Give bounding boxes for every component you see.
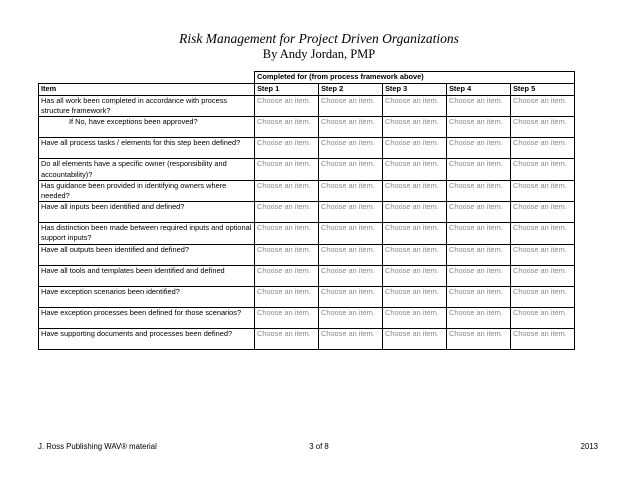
step-3-choice-dropdown[interactable]: Choose an item. (383, 138, 447, 159)
step-2-choice-dropdown[interactable]: Choose an item. (319, 180, 383, 201)
step-4-choice-dropdown[interactable]: Choose an item. (447, 265, 511, 286)
step-5-choice-dropdown[interactable]: Choose an item. (511, 244, 575, 265)
table-row (39, 307, 575, 328)
step-5-choice-dropdown[interactable]: Choose an item. (511, 96, 575, 117)
step-3-choice-dropdown[interactable]: Choose an item. (383, 117, 447, 138)
step-4-choice-dropdown[interactable]: Choose an item. (447, 96, 511, 117)
step-2-choice-dropdown[interactable]: Choose an item. (319, 307, 383, 328)
step-3-choice-dropdown[interactable]: Choose an item. (383, 96, 447, 117)
step-1-choice-dropdown[interactable]: Choose an item. (255, 223, 319, 244)
step-1-choice-dropdown[interactable]: Choose an item. (255, 117, 319, 138)
step-2-choice-dropdown[interactable]: Choose an item. (319, 286, 383, 307)
step-4-header: Step 4 (447, 84, 511, 96)
footer-publisher: J. Ross Publishing WAV® material (38, 442, 157, 451)
step-2-choice-dropdown[interactable]: Choose an item. (319, 223, 383, 244)
step-4-choice-dropdown[interactable]: Choose an item. (447, 180, 511, 201)
item-question: Have all process tasks / elements for this step been defined? (39, 138, 255, 159)
step-3-choice-dropdown[interactable]: Choose an item. (383, 202, 447, 223)
step-3-choice-dropdown[interactable]: Choose an item. (383, 286, 447, 307)
step-5-choice-dropdown[interactable]: Choose an item. (511, 307, 575, 328)
table-row (39, 328, 575, 349)
item-question: Do all elements have a specific owner (responsibility and accountability)? (39, 159, 255, 180)
step-2-choice-dropdown[interactable]: Choose an item. (319, 96, 383, 117)
step-5-choice-dropdown[interactable]: Choose an item. (511, 328, 575, 349)
item-question: Have exception scenarios been identified? (39, 286, 255, 307)
item-question: Have all inputs been identified and defined? (39, 202, 255, 223)
table-row (39, 159, 575, 180)
step-1-choice-dropdown[interactable]: Choose an item. (255, 328, 319, 349)
item-question: Have exception processes been defined for those scenarios? (39, 307, 255, 328)
footer-page-number: 3 of 8 (309, 442, 329, 451)
item-question: Has distinction been made between required inputs and optional support inputs? (39, 223, 255, 244)
step-1-choice-dropdown[interactable]: Choose an item. (255, 265, 319, 286)
table-row (39, 138, 575, 159)
table-row (39, 244, 575, 265)
step-4-choice-dropdown[interactable]: Choose an item. (447, 328, 511, 349)
step-4-choice-dropdown[interactable]: Choose an item. (447, 307, 511, 328)
step-4-choice-dropdown[interactable]: Choose an item. (447, 202, 511, 223)
step-1-choice-dropdown[interactable]: Choose an item. (255, 202, 319, 223)
step-3-choice-dropdown[interactable]: Choose an item. (383, 265, 447, 286)
footer-year: 2013 (580, 442, 598, 451)
table-body (39, 96, 575, 350)
step-3-choice-dropdown[interactable]: Choose an item. (383, 223, 447, 244)
step-5-choice-dropdown[interactable]: Choose an item. (511, 223, 575, 244)
item-question: Have all outputs been identified and defined? (39, 244, 255, 265)
item-column-header: Item (39, 84, 255, 96)
checklist-table (38, 71, 575, 350)
step-3-choice-dropdown[interactable]: Choose an item. (383, 244, 447, 265)
step-4-choice-dropdown[interactable]: Choose an item. (447, 286, 511, 307)
step-5-choice-dropdown[interactable]: Choose an item. (511, 202, 575, 223)
document-author: By Andy Jordan, PMP (262, 47, 376, 61)
step-2-choice-dropdown[interactable]: Choose an item. (319, 265, 383, 286)
step-5-choice-dropdown[interactable]: Choose an item. (511, 265, 575, 286)
step-5-choice-dropdown[interactable]: Choose an item. (511, 159, 575, 180)
table-row (39, 96, 575, 117)
table-row (39, 265, 575, 286)
step-2-choice-dropdown[interactable]: Choose an item. (319, 117, 383, 138)
item-question: Has all work been completed in accordance with process structure framework? (39, 96, 255, 117)
step-1-choice-dropdown[interactable]: Choose an item. (255, 138, 319, 159)
step-1-header: Step 1 (255, 84, 319, 96)
step-1-choice-dropdown[interactable]: Choose an item. (255, 159, 319, 180)
step-2-header: Step 2 (319, 84, 383, 96)
step-1-choice-dropdown[interactable]: Choose an item. (255, 180, 319, 201)
table-row (39, 117, 575, 138)
step-3-choice-dropdown[interactable]: Choose an item. (383, 159, 447, 180)
item-question: If No, have exceptions been approved? (39, 117, 255, 138)
step-2-choice-dropdown[interactable]: Choose an item. (319, 244, 383, 265)
document-title: Risk Management for Project Driven Organizations (179, 31, 459, 46)
step-1-choice-dropdown[interactable]: Choose an item. (255, 244, 319, 265)
step-3-choice-dropdown[interactable]: Choose an item. (383, 307, 447, 328)
step-5-choice-dropdown[interactable]: Choose an item. (511, 138, 575, 159)
step-1-choice-dropdown[interactable]: Choose an item. (255, 286, 319, 307)
step-2-choice-dropdown[interactable]: Choose an item. (319, 328, 383, 349)
step-1-choice-dropdown[interactable]: Choose an item. (255, 307, 319, 328)
step-5-choice-dropdown[interactable]: Choose an item. (511, 117, 575, 138)
table-row (39, 286, 575, 307)
table-row (39, 202, 575, 223)
step-2-choice-dropdown[interactable]: Choose an item. (319, 159, 383, 180)
table-row (39, 223, 575, 244)
step-4-choice-dropdown[interactable]: Choose an item. (447, 138, 511, 159)
table-row (39, 180, 575, 201)
step-4-choice-dropdown[interactable]: Choose an item. (447, 159, 511, 180)
step-3-choice-dropdown[interactable]: Choose an item. (383, 180, 447, 201)
step-1-choice-dropdown[interactable]: Choose an item. (255, 96, 319, 117)
step-5-header: Step 5 (511, 84, 575, 96)
group-header: Completed for (from process framework above) (255, 72, 575, 84)
header-spacer (39, 72, 255, 84)
step-4-choice-dropdown[interactable]: Choose an item. (447, 244, 511, 265)
step-3-choice-dropdown[interactable]: Choose an item. (383, 328, 447, 349)
step-4-choice-dropdown[interactable]: Choose an item. (447, 117, 511, 138)
item-question: Have all tools and templates been identified and defined (39, 265, 255, 286)
item-question: Has guidance been provided in identifying owners where needed? (39, 180, 255, 201)
item-question: Have supporting documents and processes been defined? (39, 328, 255, 349)
step-3-header: Step 3 (383, 84, 447, 96)
step-2-choice-dropdown[interactable]: Choose an item. (319, 138, 383, 159)
step-4-choice-dropdown[interactable]: Choose an item. (447, 223, 511, 244)
step-2-choice-dropdown[interactable]: Choose an item. (319, 202, 383, 223)
step-5-choice-dropdown[interactable]: Choose an item. (511, 286, 575, 307)
step-5-choice-dropdown[interactable]: Choose an item. (511, 180, 575, 201)
